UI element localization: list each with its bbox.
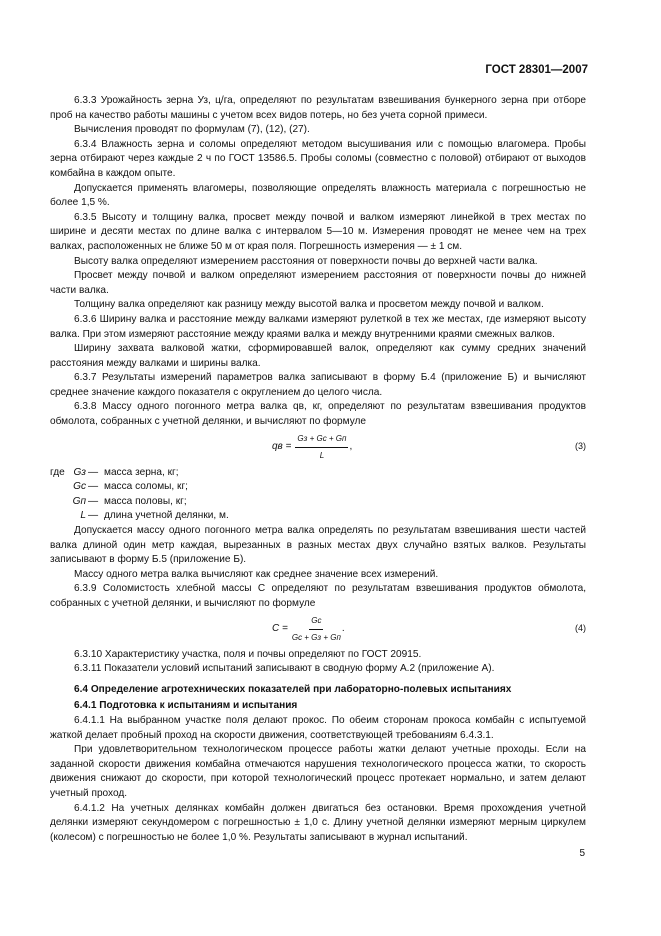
formula-4-punct: . [341, 623, 345, 635]
subsection-title-6-4-1: 6.4.1 Подготовка к испытаниям и испытания [74, 700, 298, 712]
paragraph-6-3-9: 6.3.9 Соломистость хлебной массы С определяют по результатам взвешивания продуктов обмолота, собранных с учетной делянки, и вычисляют по формуле [50, 583, 586, 609]
definition-text: масса половы, кг; [104, 495, 187, 507]
paragraph: Высоту валка определяют измерением расстояния от поверхности почвы до верхней части валка. [74, 255, 538, 267]
formula-4-number: (4) [575, 622, 586, 633]
definition-dash: — [87, 510, 99, 522]
definition-text: масса зерна, кг; [104, 466, 179, 478]
formula-3-punct: , [349, 441, 353, 453]
formula-3-numerator: Gз + Gс + Gп [295, 432, 348, 449]
formula-4 [50, 614, 586, 644]
paragraph: При удовлетворительном технологическом процессе работы жатки делают учетные проходы. Если на заданной скорости движения комбайна отмечаются нарушения технологического процесса жатки, то скорость движения снижают до скорости, при которой технологический процесс протекает нормально, и затем делают учетный проход. [50, 744, 586, 799]
paragraph: Просвет между почвой и валком определяют измерением расстояния от поверхности почвы до нижней части валка. [50, 270, 586, 296]
definition-row [50, 466, 586, 481]
formula-4-lhs: C = [272, 623, 288, 635]
formula-4-numerator: Gс [309, 614, 323, 631]
definition-text: длина учетной делянки, м. [104, 510, 229, 522]
document-body [50, 94, 586, 845]
definition-symbol: Gс [73, 481, 86, 493]
where-label: где [50, 466, 65, 478]
formula-3-denominator: L [319, 451, 325, 461]
section-title-6-4: 6.4 Определение агротехнических показателей при лабораторно-полевых испытаниях [74, 683, 512, 695]
definition-row [50, 509, 586, 524]
paragraph-6-4-1-1: 6.4.1.1 На выбранном участке поля делают прокос. По обеим сторонам прокоса комбайн с испытуемой жаткой делает пробный проход на скорости движения, соответствующей требованиям 6.4.3.1. [50, 714, 586, 741]
definition-symbol: L [80, 510, 86, 522]
definition-dash: — [87, 466, 99, 478]
variable-definitions [50, 466, 586, 524]
definition-dash: — [87, 495, 99, 507]
paragraph-6-3-10: 6.3.10 Характеристику участка, поля и почвы определяют по ГОСТ 20915. [74, 648, 422, 660]
formula-3-lhs: qв = [272, 441, 292, 453]
formula-3-number: (3) [575, 440, 586, 451]
page-number: 5 [579, 848, 585, 859]
definition-row [50, 480, 586, 495]
standard-code-header: ГОСТ 28301—2007 [485, 64, 588, 76]
paragraph-6-3-8: 6.3.8 Массу одного погонного метра валка qв, кг, определяют по результатам взвешивания продуктов обмолота, собранных с учетной делянки, и вычисляют по формуле [50, 401, 586, 428]
formula-4-denominator: Gс + Gз + Gп [291, 633, 341, 643]
paragraph: Ширину захвата валковой жатки, сформировавшей валок, определяют как сумму средних значений расстояния между валками и ширины валка. [50, 343, 586, 369]
paragraph: Допускается массу одного погонного метра валка определять по результатам взвешивания шести частей валка длиной один метр каждая, вырезанных в разных местах двух случайно взятых валков. Результаты записывают в форму Б.5 (приложение Б). [50, 525, 586, 566]
definition-symbol: Gп [72, 495, 86, 507]
paragraph-6-3-4: 6.3.4 Влажность зерна и соломы определяют методом высушивания или с помощью влагомера. Пробы зерна отбирают через каждые 2 ч по ГОСТ 13586.5. Пробы соломы (совместно с половой) отбирают от выходов комбайна в каждом опыте. [50, 138, 586, 179]
paragraph: Допускается применять влагомеры, позволяющие определять влажность материала с погрешностью не более 1,5 %. [50, 182, 586, 209]
definition-text: масса соломы, кг; [104, 481, 188, 493]
definition-dash: — [87, 481, 99, 493]
paragraph-6-3-3: 6.3.3 Урожайность зерна Уз, ц/га, определяют по результатам взвешивания бункерного зерна при отборе проб на качество работы машины с учетом всех видов потерь, но без учета сорной примеси. [50, 95, 586, 121]
paragraph: Массу одного метра валка вычисляют как среднее значение всех измерений. [74, 568, 439, 580]
definition-row [50, 495, 586, 510]
paragraph-6-3-7: 6.3.7 Результаты измерений параметров валка записывают в форму Б.4 (приложение Б) и вычисляют среднее значение каждого показателя с округлением до целого числа. [50, 372, 586, 398]
formula-3 [50, 432, 586, 462]
paragraph-6-3-6: 6.3.6 Ширину валка и расстояние между валками измеряют рулеткой в тех же местах, где измеряют высоту валка. При этом измеряют расстояние между краями валка и между внутренними краями смежных валков. [50, 313, 586, 340]
paragraph: Вычисления проводят по формулам (7), (12), (27). [74, 124, 310, 136]
paragraph-6-4-1-2: 6.4.1.2 На учетных делянках комбайн должен двигаться без остановки. Время прохождения учетной делянки измеряют секундомером с погрешностью ± 1,0 с. Длину учетной делянки измеряют мерным циркулем (колесом) с погрешностью не более 1,0 %. Результаты записывают в журнал испытаний. [50, 802, 586, 843]
paragraph-6-3-5: 6.3.5 Высоту и толщину валка, просвет между почвой и валком измеряют линейкой в трех местах по ширине и десяти местах по длине валка с интервалом 5—10 м. Измерения проводят не менее чем на трех валках, расположенных не ближе 50 м от края поля. Погрешность измерения — ± 1 см. [50, 211, 586, 252]
paragraph: Толщину валка определяют как разницу между высотой валка и просветом между почвой и валком. [74, 299, 544, 311]
paragraph-6-3-11: 6.3.11 Показатели условий испытаний записывают в сводную форму А.2 (приложение А). [74, 663, 495, 675]
definition-symbol: Gз [73, 466, 86, 478]
